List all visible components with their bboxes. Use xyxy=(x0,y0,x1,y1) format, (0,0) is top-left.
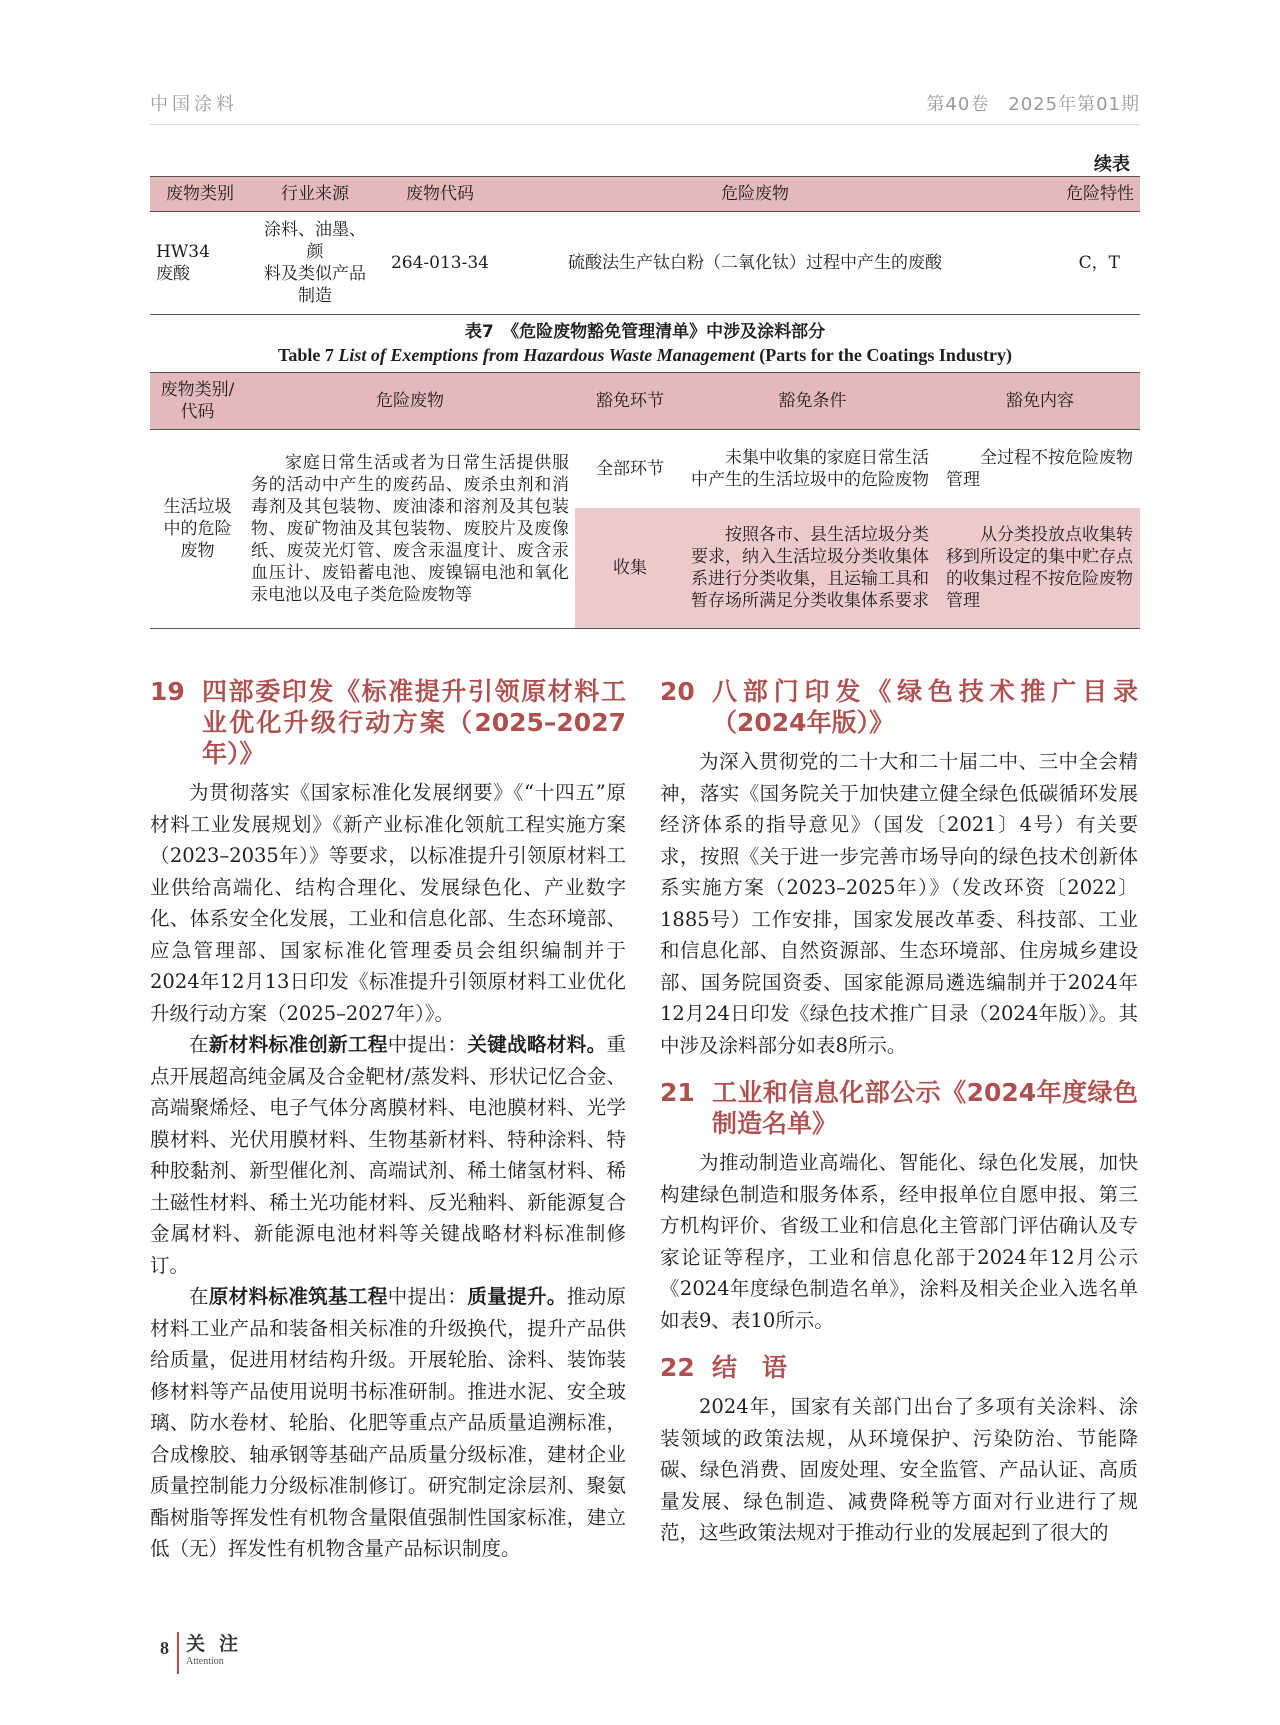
section-title: 工业和信息化部公示《2024年度绿色制造名单》 xyxy=(712,1078,1138,1138)
paragraph: 为贯彻落实《国家标准化发展纲要》《“十四五”原材料工业发展规划》《新产业标准化领航工程实施方案（2023–2035年）》等要求，以标准提升引领原材料工业供给高端化、结构合理化、发展绿色化、产业数字化、体系安全化发展，工业和信息化部、生态环境部、应急管理部、国家标准化管理委员会组织编制并于2024年12月13日印发《标准提升引领原材料工业优化升级行动方案（2025–2027年）》。 xyxy=(150,781,626,1025)
text-run: 重点开展超高纯金属及合金靶材/蒸发料、形状记忆合金、高端聚烯烃、电子气体分离膜材料、电池膜材料、光学膜材料、光伏用膜材料、生物基新材料、特种涂料、特种胶黏剂、新型催化剂、高端试剂、稀土储氢材料、稀土磁性材料、稀土光功能材料、反光釉料、新能源复合金属材料、新能源电池材料等关键战略材料标准制修订。 xyxy=(150,1033,626,1277)
header-cell: 废物类别 xyxy=(150,177,250,212)
text-run: 推动原材料工业产品和装备相关标准的升级换代，提升产品供给质量，促进用材结构升级。开展轮胎、涂料、装饰装修材料等产品使用说明书标准研制。推进水泥、安全玻璃、防水卷材、轮胎、化肥等重点产品质量追溯标准，合成橡胶、轴承钢等基础产品质量分级标准，建材企业质量控制能力分级标准制修订。研究制定涂层剂、聚氨酯树脂等挥发性有机物含量限值强制性国家标准，建立低（无）挥发性有机物含量产品标识制度。 xyxy=(150,1285,626,1560)
spacer xyxy=(660,1336,1138,1352)
cell-stage: 全部环节 xyxy=(596,459,664,479)
cell-condition: 未集中收集的家庭日常生活中产生的生活垃圾中的危险废物 xyxy=(691,448,929,490)
section-20-heading xyxy=(660,676,1138,738)
cell-waste: 家庭日常生活或者为日常生活提供服务的活动中产生的废药品、废杀虫剂和消毒剂及其包装物、废油漆和溶剂及其包装物、废矿物油及其包装物、废胶片及废像纸、废荧光灯管、废含汞温度计、废含汞血压计、废铅蓄电池、废镍镉电池和氧化汞电池以及电子类危险废物等 xyxy=(251,453,569,605)
caption-en-italic: List of Exemptions from Hazardous Waste Management xyxy=(338,345,755,365)
paragraph: 2024年，国家有关部门出台了多项有关涂料、涂装领域的政策法规，从环境保护、污染防治、节能降碳、绿色消费、固废处理、安全监管、产品认证、高质量发展、绿色制造、减费降税等方面对行业进行了规范，这些政策法规对于推动行业的发展起到了很大的 xyxy=(660,1395,1138,1544)
table-row xyxy=(150,212,1140,315)
cell-content: 全过程不按危险废物管理 xyxy=(946,448,1133,490)
cell-stage: 收集 xyxy=(575,508,685,629)
left-column xyxy=(150,676,626,1565)
section-title: 结 语 xyxy=(712,1353,788,1382)
section-19-heading xyxy=(150,676,626,769)
text-run: 在 xyxy=(189,1033,209,1056)
keyword: 新材料标准创新工程 xyxy=(208,1033,388,1056)
header-cell: 废物类别/ 代码 xyxy=(150,373,245,430)
text-run: 中提出： xyxy=(387,1285,468,1308)
text-run: 中提出： xyxy=(387,1033,468,1056)
header-rule xyxy=(150,124,1140,125)
caption-en-suffix: (Parts for the Coatings Industry) xyxy=(754,345,1012,365)
section-number: 22 xyxy=(660,1353,695,1382)
right-column xyxy=(660,676,1138,1549)
section-title: 八部门印发《绿色技术推广目录（2024年版）》 xyxy=(712,677,1138,737)
footer-section-en: Attention xyxy=(186,1656,224,1667)
paragraph: 为推动制造业高端化、智能化、绿色化发展，加快构建绿色制造和服务体系，经申报单位自愿申报、第三方机构评价、省级工业和信息化主管部门评估确认及专家论证等程序，工业和信息化部于2024年12月公示《2024年度绿色制造名单》，涂料及相关企业入选名单如表9、表10所示。 xyxy=(660,1151,1138,1332)
section-21-heading xyxy=(660,1077,1138,1139)
caption-en-prefix: Table 7 xyxy=(278,345,339,365)
cell-code: 264-013-34 xyxy=(390,253,489,273)
table7 xyxy=(150,372,1140,629)
paragraph xyxy=(150,1281,626,1565)
paragraph xyxy=(150,1029,626,1281)
cell-category: HW34 废酸 xyxy=(156,242,210,284)
keyword: 关键战略材料。 xyxy=(467,1033,607,1056)
table-row xyxy=(150,430,1140,509)
table7-caption-cn: 表7 《危险废物豁免管理清单》中涉及涂料部分 xyxy=(464,322,826,342)
header-cell: 危险废物 xyxy=(245,373,575,430)
footer-divider xyxy=(177,1632,179,1674)
continued-table xyxy=(150,176,1140,315)
header-cell: 豁免环节 xyxy=(575,373,685,430)
text-run: 在 xyxy=(189,1285,209,1308)
continued-label: 续表 xyxy=(1094,154,1130,175)
header-cell: 危险特性 xyxy=(1010,177,1140,212)
section-number: 19 xyxy=(150,677,185,706)
paragraph: 为深入贯彻党的二十大和二十届二中、三中全会精神，落实《国务院关于加快建立健全绿色低碳循环发展经济体系的指导意见》（国发〔2021〕4号）有关要求，按照《关于进一步完善市场导向的绿色技术创新体系实施方案（2023–2025年）》（发改环资〔2022〕1885号）工作安排，国家发展改革委、科技部、工业和信息化部、自然资源部、生态环境部、住房城乡建设部、国务院国资委、国家能源局遴选编制并于2024年12月24日印发《绿色技术推广目录（2024年版）》。其中涉及涂料部分如表8所示。 xyxy=(660,750,1138,1057)
header-cell: 危险废物 xyxy=(500,177,1010,212)
header-cell: 豁免条件 xyxy=(685,373,940,430)
cell-property: C，T xyxy=(1078,253,1120,273)
footer-section-cn: 关注 xyxy=(186,1633,253,1655)
section-title: 四部委印发《标准提升引领原材料工业优化升级行动方案（2025–2027年）》 xyxy=(202,677,626,768)
section-number: 21 xyxy=(660,1078,695,1107)
table7-caption-en xyxy=(150,345,1140,366)
cell-condition: 按照各市、县生活垃圾分类要求，纳入生活垃圾分类收集体系进行分类收集，且运输工具和暂存场所满足分类收集体系要求 xyxy=(685,508,940,629)
header-cell: 行业来源 xyxy=(250,177,380,212)
issue-info: 第40卷 2025年第01期 xyxy=(926,94,1140,115)
header-cell: 废物代码 xyxy=(380,177,500,212)
journal-name: 中国涂料 xyxy=(150,94,238,115)
spacer xyxy=(660,1061,1138,1077)
table-header-row xyxy=(150,373,1140,430)
cell-category: 生活垃圾 中的危险 废物 xyxy=(163,497,232,561)
header-cell: 豁免内容 xyxy=(940,373,1140,430)
keyword: 原材料标准筑基工程 xyxy=(208,1285,388,1308)
table-header-row xyxy=(150,177,1140,212)
cell-source: 涂料、油墨、颜 料及类似产品 制造 xyxy=(264,220,366,306)
page-number: 8 xyxy=(160,1638,169,1658)
cell-content: 从分类投放点收集转移到所设定的集中贮存点的收集过程不按危险废物管理 xyxy=(940,508,1140,629)
section-number: 20 xyxy=(660,677,695,706)
keyword: 质量提升。 xyxy=(467,1285,567,1308)
section-22-heading xyxy=(660,1352,1138,1383)
cell-waste: 硫酸法生产钛白粉（二氧化钛）过程中产生的废酸 xyxy=(568,253,942,273)
